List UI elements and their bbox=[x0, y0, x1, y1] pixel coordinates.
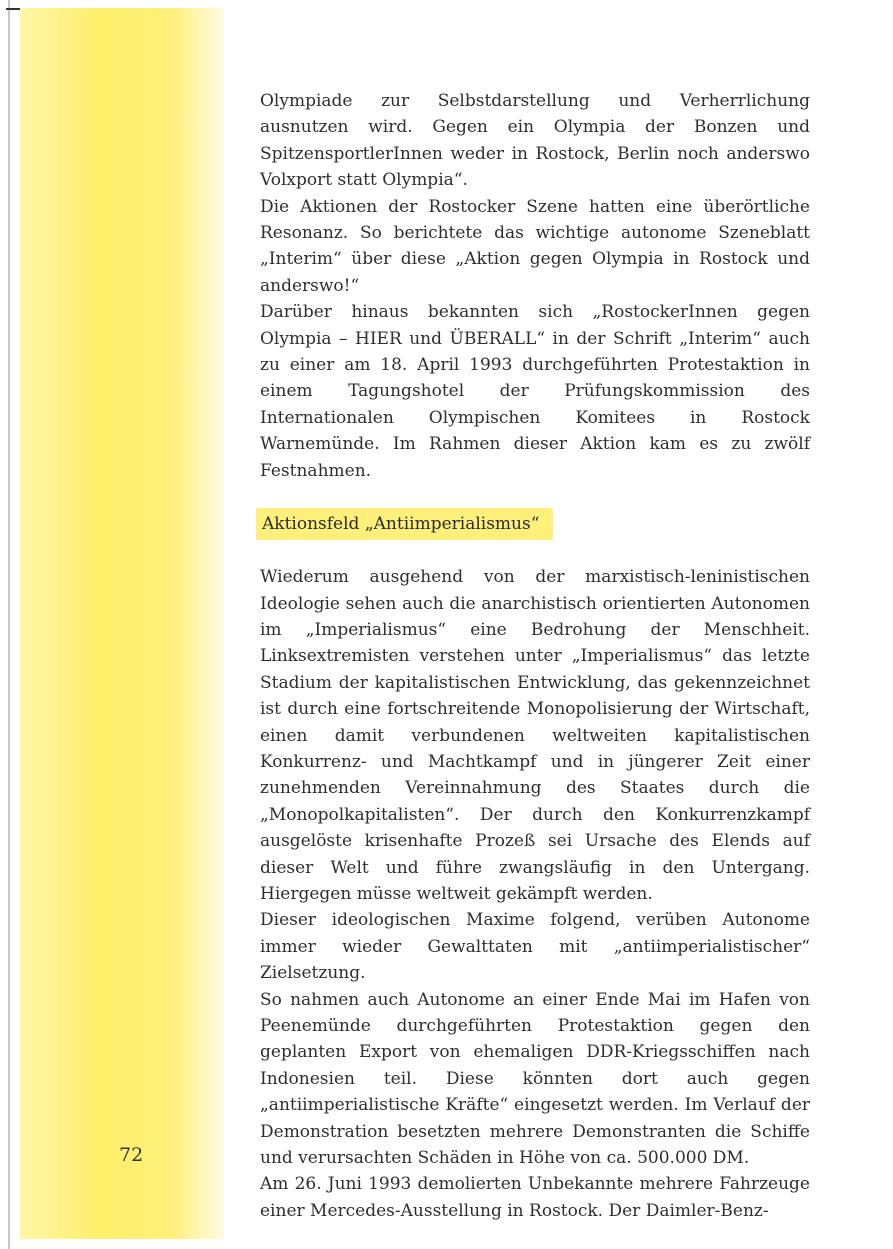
paragraph-interim-resonance: Die Aktionen der Rostocker Szene hatten eine überörtliche Resonanz. So berichtete das wichtige autonome Szeneblatt „Interim“ über diese „Aktion gegen Olympia in Rostock und anderswo!“ bbox=[260, 196, 810, 296]
paragraph-olympia-continued: Olympiade zur Selbstdarstellung und Verherrlichung ausnutzen wird. Gegen ein Olympia der Bonzen und SpitzensportlerInnen weder in Rostock, Berlin noch anderswo Volxport statt Olympia“. bbox=[260, 91, 810, 191]
page-number: 72 bbox=[119, 1144, 144, 1166]
margin-highlight-band bbox=[20, 8, 224, 1239]
paragraph-peenemuende: So nahmen auch Autonome an einer Ende Mai im Hafen von Peenemünde durchgeführten Protestaktion gegen den geplanten Export von ehemaligen DDR-Kriegsschiffen nach Indonesien teil. Diese könnten dort auch gegen „antiimperialistische Kräfte“ eingesetzt werden. Im Verlauf der Demonstration besetzten mehrere Demonstranten die Schiffe und verursachten Schäden in Höhe von ca. 500.000 DM. bbox=[260, 989, 810, 1169]
main-text-column bbox=[260, 88, 810, 1224]
section-heading-antiimperialismus: Aktionsfeld „Antiimperialismus“ bbox=[256, 508, 553, 540]
page-edge-mark bbox=[6, 8, 20, 10]
paragraph-maxime: Dieser ideologischen Maxime folgend, verüben Autonome immer wieder Gewalttaten mit „antiimperialistischer“ Zielsetzung. bbox=[260, 910, 810, 984]
paragraph-protest-warnemuende: Darüber hinaus bekannten sich „RostockerInnen gegen Olympia – HIER und ÜBERALL“ in der Schrift „Interim“ auch zu einer am 18. April 1993 durchgeführten Protestaktion in einem Tagungshotel der Prüfungskommission des Internationalen Olympischen Komitees in Rostock Warnemünde. Im Rahmen dieser Aktion kam es zu zwölf Festnahmen. bbox=[260, 302, 810, 481]
section-heading-wrap bbox=[256, 508, 810, 540]
paragraph-mercedes: Am 26. Juni 1993 demolierten Unbekannte mehrere Fahrzeuge einer Mercedes-Ausstellung in Rostock. Der Daimler-Benz- bbox=[260, 1174, 810, 1221]
paragraph-ideology: Wiederum ausgehend von der marxistisch-leninistischen Ideologie sehen auch die anarchistisch orientierten Autonomen im „Imperialismus“ eine Bedrohung der Menschheit. Linksextremisten verstehen unter „Imperialismus“ das letzte Stadium der kapitalistischen Entwicklung, das gekennzeichnet ist durch eine fortschreitende Monopolisierung der Wirtschaft, einen damit verbundenen weltweiten kapitalistischen Konkurrenz- und Machtkampf und in jüngerer Zeit einer zunehmenden Vereinnahmung des Staates durch die „Monopolkapitalisten“. Der durch den Konkurrenzkampf ausgelöste krisenhafte Prozeß sei Ursache des Elends auf dieser Welt und führe zwangsläufig in den Untergang. Hiergegen müsse weltweit gekämpft werden. bbox=[260, 567, 810, 904]
page-edge-line bbox=[8, 0, 10, 1249]
